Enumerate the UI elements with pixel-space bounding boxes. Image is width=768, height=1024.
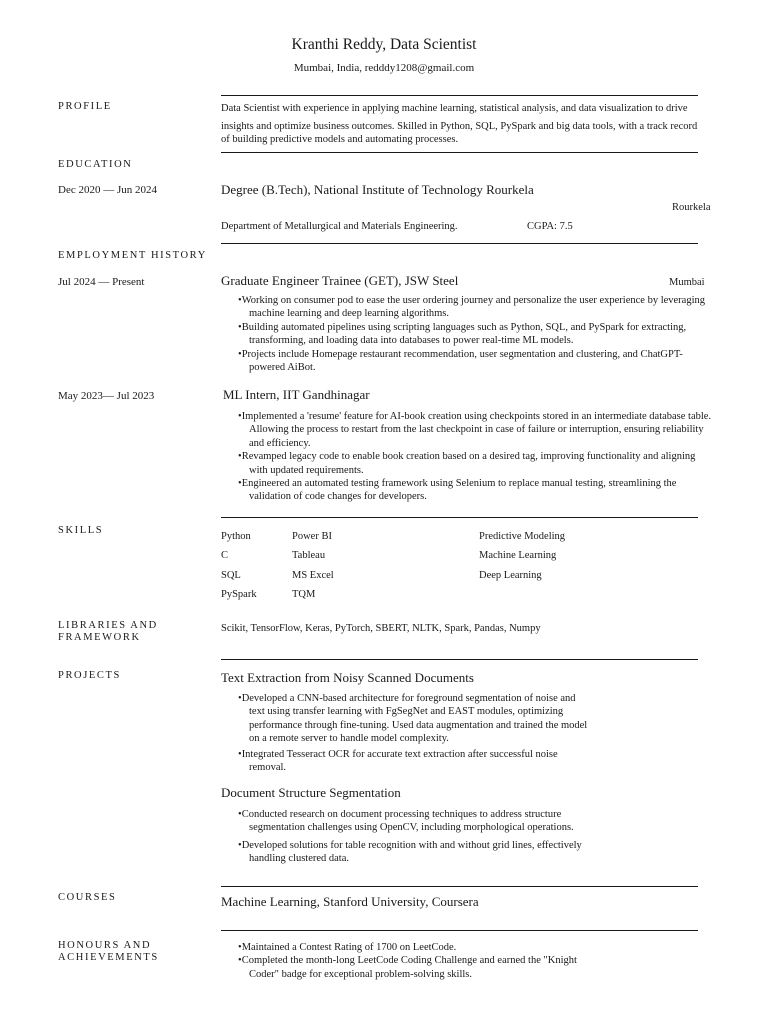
job-location: Mumbai	[669, 277, 705, 288]
education-degree: Degree (B.Tech), National Institute of Technology Rourkela	[221, 182, 534, 197]
section-heading-employment: EMPLOYMENT HISTORY	[58, 250, 207, 261]
list-item: • Working on consumer pod to ease the user ordering journey and personalize the user experience by leveraging machine learning and deep learning algorithms.	[234, 294, 712, 321]
skills-column	[221, 527, 257, 604]
list-item: • Integrated Tesseract OCR for accurate text extraction after successful noise removal.	[234, 748, 592, 775]
job-bullets	[234, 410, 716, 504]
job-title: ML Intern, IIT Gandhinagar	[223, 387, 370, 402]
list-item: • Developed solutions for table recognition with and without grid lines, effectively handling clustered data.	[234, 839, 598, 866]
list-item: • Maintained a Contest Rating of 1700 on LeetCode.	[234, 941, 579, 954]
project-title: Document Structure Segmentation	[221, 785, 401, 800]
list-item: • Completed the month-long LeetCode Coding Challenge and earned the "Knight Coder" badge for exceptional problem-solving skills.	[234, 954, 579, 981]
list-item: • Revamped legacy code to enable book creation based on a desired tag, improving functionality and aligning with updated requirements.	[234, 450, 716, 477]
skill-item: Python	[221, 531, 251, 542]
section-heading-courses: COURSES	[58, 892, 117, 903]
list-item: • Projects include Homepage restaurant recommendation, user segmentation and clustering, and ChatGPT-powered AiBot.	[234, 348, 712, 375]
skill-item: SQL	[221, 569, 241, 581]
course-item: Machine Learning, Stanford University, Coursera	[221, 894, 479, 909]
list-item: • Developed a CNN-based architecture for foreground segmentation of noise and text using transfer learning with FgSegNet and EAST modules, optimizing performance through fine-tuning. Used data augmentation and trained the model on a remote server to handle model complexity.	[234, 692, 592, 746]
profile-line: insights and optimize business outcomes. Skilled in Python, SQL, PySpark and big data tools, with a track record	[221, 121, 698, 132]
section-heading-education: EDUCATION	[58, 159, 133, 170]
skills-column	[479, 527, 565, 585]
skill-item: PySpark	[221, 588, 257, 600]
contact-line: Mumbai, India, redddy1208@gmail.com	[293, 62, 475, 74]
education-department: Department of Metallurgical and Materials Engineering.	[221, 221, 458, 232]
section-heading-profile: PROFILE	[58, 101, 112, 112]
honours-bullets	[234, 941, 579, 981]
list-item: • Building automated pipelines using scripting languages such as Python, SQL, and PySpark for extracting, transforming, and loading data into databases to power real-time ML models.	[234, 321, 712, 348]
education-location: Rourkela	[672, 202, 711, 213]
profile-line: Data Scientist with experience in applying machine learning, statistical analysis, and data visualization to drive	[221, 103, 688, 114]
skill-item: Deep Learning	[479, 569, 542, 581]
skill-item: Tableau	[292, 550, 326, 562]
job-title: Graduate Engineer Trainee (GET), JSW Steel	[221, 273, 459, 288]
skill-item: C	[221, 550, 229, 562]
job-bullets	[234, 294, 712, 374]
skill-item: Machine Learning	[479, 550, 557, 562]
education-cgpa: CGPA: 7.5	[527, 221, 573, 232]
skill-item: Power BI	[292, 531, 332, 542]
section-divider	[221, 152, 698, 153]
education-date: Dec 2020 — Jun 2024	[58, 184, 157, 196]
skill-item: TQM	[292, 588, 316, 600]
section-heading-libraries: LIBRARIES AND FRAMEWORK	[58, 620, 158, 643]
profile-line: of building predictive models and automating processes.	[221, 134, 459, 145]
section-divider	[221, 95, 698, 96]
job-date: May 2023— Jul 2023	[58, 390, 155, 402]
skill-item: MS Excel	[292, 569, 334, 581]
section-divider	[221, 930, 698, 931]
section-divider	[221, 517, 698, 518]
list-item: • Implemented a 'resume' feature for AI-book creation using checkpoints stored in an intermediate database table. Allowing the process to restart from the last checkpoint in case of failure or interruption, ensuring reliability and efficiency.	[234, 410, 716, 450]
profile-summary	[221, 102, 721, 146]
section-heading-skills: SKILLS	[58, 525, 104, 536]
list-item: • Conducted research on document processing techniques to address structure segmentation challenges using OpenCV, including morphological operations.	[234, 808, 598, 835]
project-bullets	[234, 808, 598, 866]
libraries-list: Scikit, TensorFlow, Keras, PyTorch, SBERT, NLTK, Spark, Pandas, Numpy	[221, 623, 541, 634]
resume-name: Kranthi Reddy, Data Scientist	[291, 36, 477, 53]
section-divider	[221, 243, 698, 244]
section-divider	[221, 886, 698, 887]
list-item: • Engineered an automated testing framework using Selenium to replace manual testing, streamlining the validation of code changes for developers.	[234, 477, 716, 504]
job-date: Jul 2024 — Present	[58, 276, 145, 288]
section-heading-honours: HONOURS AND ACHIEVEMENTS	[58, 940, 159, 963]
project-title: Text Extraction from Noisy Scanned Documents	[221, 670, 474, 685]
skills-column	[292, 527, 334, 604]
skill-item: Predictive Modeling	[479, 531, 566, 542]
section-divider	[221, 659, 698, 660]
section-heading-projects: PROJECTS	[58, 670, 121, 681]
project-bullets	[234, 692, 592, 774]
